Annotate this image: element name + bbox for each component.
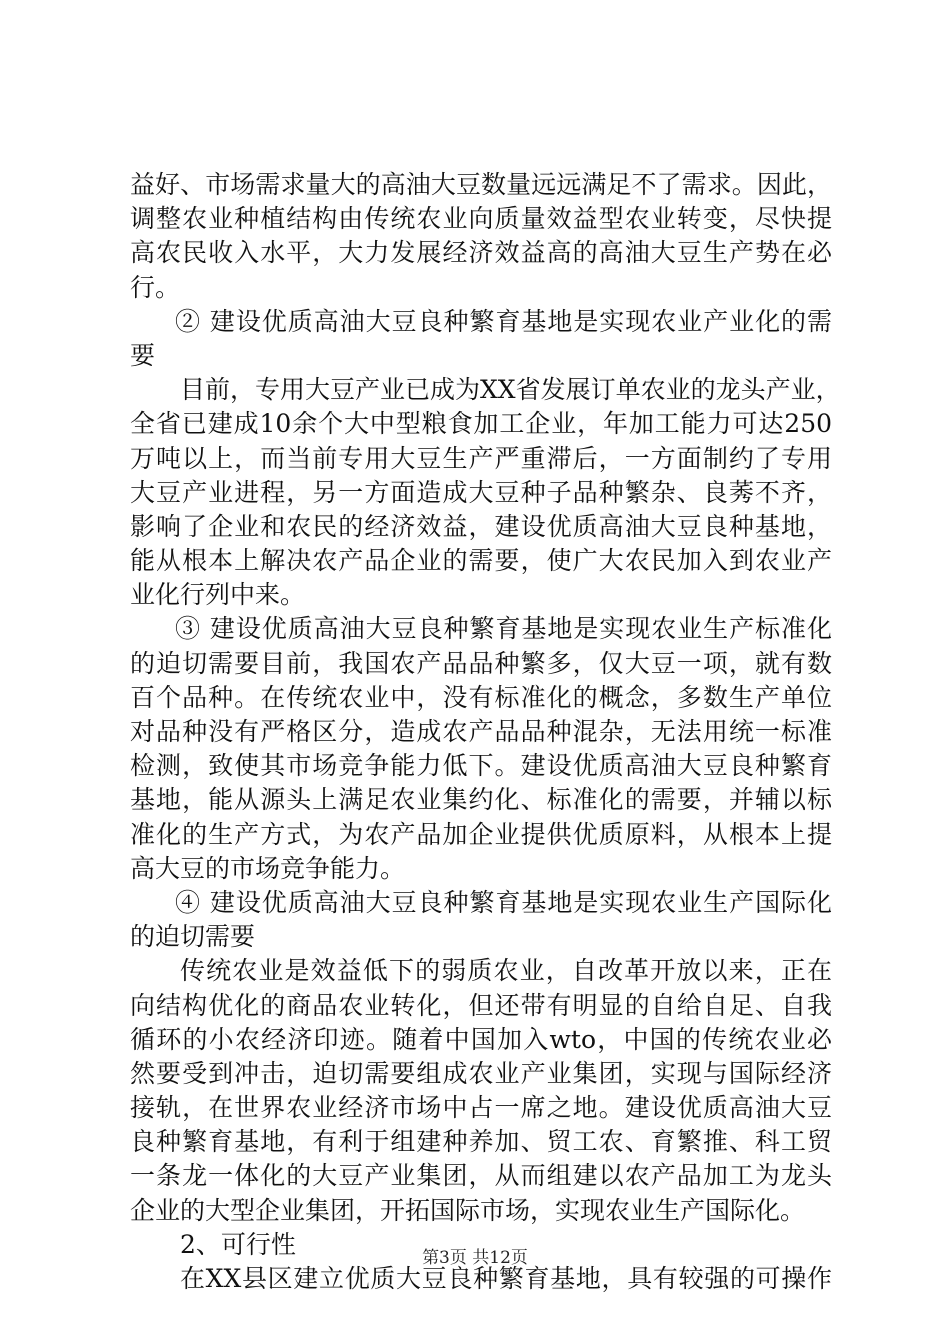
text-line: 能从根本上解决农产品企业的需要，使广大农民加入到农业产 bbox=[130, 546, 832, 576]
text-line: 高大豆的市场竞争能力。 bbox=[130, 853, 406, 883]
text-line: 然要受到冲击，迫切需要组成农业产业集团，实现与国际经济 bbox=[130, 1058, 832, 1088]
section-heading-2-cont: 要 bbox=[130, 340, 156, 370]
text-line: 高农民收入水平，大力发展经济效益高的高油大豆生产势在必 bbox=[130, 238, 832, 268]
text-line: 良种繁育基地，有利于组建种养加、贸工农、育繁推、科工贸 bbox=[130, 1127, 832, 1157]
page-footer: 第3页 共12页 bbox=[422, 1248, 528, 1268]
text-line: 万吨以上，而当前专用大豆生产严重滞后，一方面制约了专用 bbox=[130, 443, 832, 473]
text-line: 基地，能从源头上满足农业集约化、标准化的需要，并辅以标 bbox=[130, 785, 832, 815]
text-line: 全省已建成10余个大中型粮食加工企业，年加工能力可达250 bbox=[130, 409, 832, 439]
text-line: 行。 bbox=[130, 272, 181, 302]
section-heading-4-cont: 的迫切需要 bbox=[130, 922, 256, 952]
text-line: 传统农业是效益低下的弱质农业，自改革开放以来，正在 bbox=[180, 956, 832, 986]
section-heading-4: ④ 建设优质高油大豆良种繁育基地是实现农业生产国际化 bbox=[175, 887, 832, 917]
text-line: 业化行列中来。 bbox=[130, 580, 306, 610]
text-line: 准化的生产方式，为农产品加企业提供优质原料，从根本上提 bbox=[130, 819, 832, 849]
text-line: 企业的大型企业集团，开拓国际市场，实现农业生产国际化。 bbox=[130, 1195, 806, 1225]
section-heading-3: ③ 建设优质高油大豆良种繁育基地是实现农业生产标准化 bbox=[175, 614, 832, 644]
section-heading-feasibility: 2、可行性 bbox=[180, 1229, 296, 1259]
text-line: 向结构优化的商品农业转化，但还带有明显的自给自足、自我 bbox=[130, 990, 832, 1020]
text-line: 接轨，在世界农业经济市场中占一席之地。建设优质高油大豆 bbox=[130, 1093, 832, 1123]
text-line: 对品种没有严格区分，造成农产品品种混杂，无法用统一标准 bbox=[130, 717, 832, 746]
text-line: 检测，致使其市场竞争能力低下。建设优质高油大豆良种繁育 bbox=[130, 751, 832, 781]
text-line: 的迫切需要目前，我国农产品品种繁多，仅大豆一项，就有数 bbox=[130, 648, 832, 678]
text-line: 影响了企业和农民的经济效益，建设优质高油大豆良种基地， bbox=[130, 511, 832, 541]
text-line: 百个品种。在传统农业中，没有标准化的概念，多数生产单位 bbox=[130, 682, 832, 712]
text-line: 大豆产业进程，另一方面造成大豆种子品种繁杂、良莠不齐， bbox=[130, 477, 832, 507]
text-line: 益好、市场需求量大的高油大豆数量远远满足不了需求。因此， bbox=[130, 170, 832, 199]
body-text bbox=[130, 168, 841, 1296]
text-line: 目前，专用大豆产业已成为XX省发展订单农业的龙头产业， bbox=[180, 375, 841, 405]
section-heading-2: ② 建设优质高油大豆良种繁育基地是实现农业产业化的需 bbox=[175, 306, 832, 336]
text-line: 调整农业种植结构由传统农业向质量效益型农业转变，尽快提 bbox=[130, 204, 832, 234]
text-line: 循环的小农经济印迹。随着中国加入wto，中国的传统农业必 bbox=[130, 1024, 832, 1054]
text-line: 在XX县区建立优质大豆良种繁育基地，具有较强的可操作 bbox=[180, 1264, 832, 1293]
text-line: 一条龙一体化的大豆产业集团，从而组建以农产品加工为龙头 bbox=[130, 1161, 832, 1191]
